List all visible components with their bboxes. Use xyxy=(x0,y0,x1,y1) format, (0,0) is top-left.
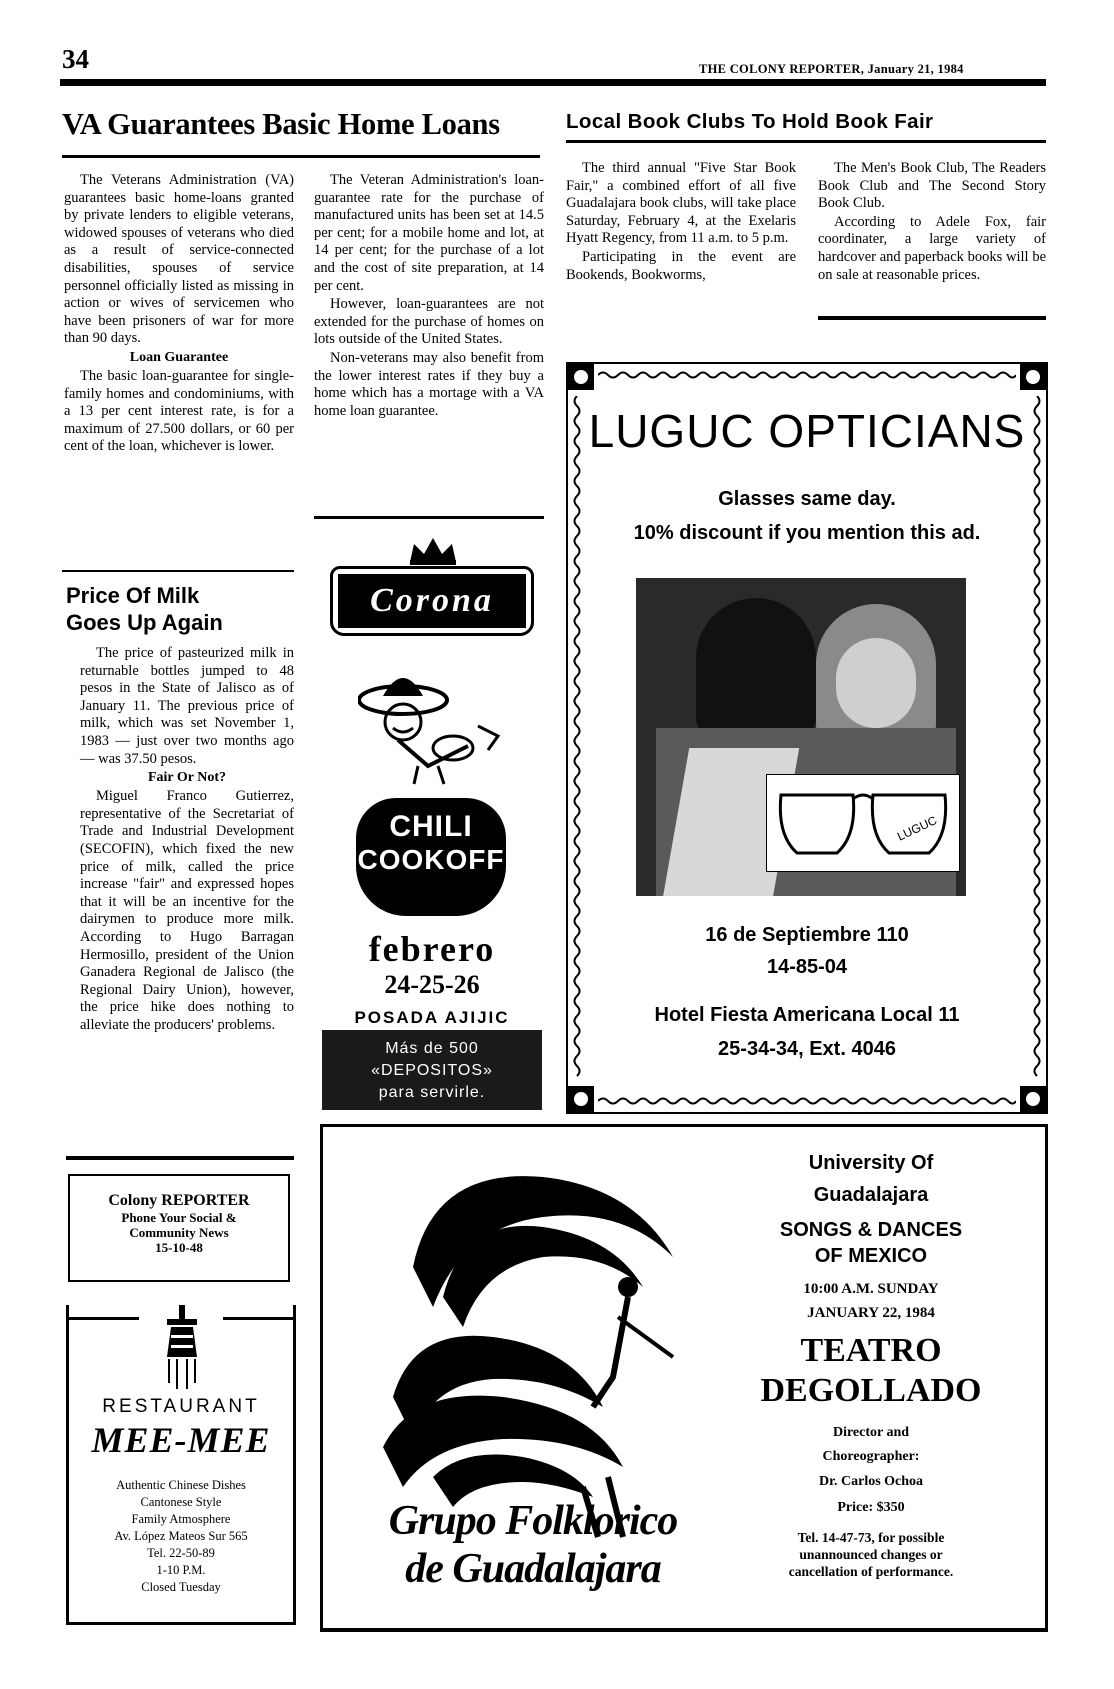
corona-promo-line: «DEPOSITOS» xyxy=(371,1062,493,1079)
mariachi-illustration xyxy=(358,666,508,786)
va-end-rule xyxy=(314,516,544,519)
restaurant-line: Authentic Chinese Dishes xyxy=(116,1478,246,1492)
photo-couple xyxy=(836,638,916,728)
university-line: University Of xyxy=(808,1152,934,1174)
milk-paragraph: Miguel Franco Gutierrez, representative of the Secretariat of Trade and Industrial Development (SECOFIN), which fixed the new price of milk, called the price increase "fair" and expressed hopes that it will be an incentive for the dairymen to produce more milk. According to Hugo Barragan Hermosillo, president of the Union Ganadera Regional de Jalisco (the Regional Dairy Union), however, the price hike does nothing to alleviate the producers' problems. xyxy=(80,788,294,1033)
book-headline-rule xyxy=(566,140,1046,143)
corona-brand: Corona xyxy=(338,574,526,628)
milk-subhead: Fair Or Not? xyxy=(147,770,227,786)
milk-headline-line: Goes Up Again xyxy=(66,610,223,635)
ticket-price: Price: $350 xyxy=(837,1500,905,1515)
wavy-border-bottom xyxy=(598,1096,1016,1106)
va-column-2 xyxy=(314,172,544,421)
luguc-phone-2: 25-34-34, Ext. 4046 xyxy=(718,1038,896,1060)
corona-venue: POSADA AJIJIC xyxy=(354,1008,510,1027)
credit-line: Director and xyxy=(832,1425,910,1440)
corona-ad xyxy=(318,536,546,1116)
dancer-illustration xyxy=(373,1147,703,1547)
show-time: 10:00 A.M. SUNDAY xyxy=(803,1281,939,1297)
va-headline: VA Guarantees Basic Home Loans xyxy=(62,107,500,141)
folklorico-ad xyxy=(320,1124,1048,1632)
milk-paragraph: The price of pasteurized milk in returnable bottles jumped to 48 pesos in the State of Jalisco as of January 11. The previous price of milk, which was set November 1, 1983 — just over two months ago — was 37.50 pesos. xyxy=(80,645,294,767)
book-column-2 xyxy=(818,160,1046,285)
restaurant-ad-top-rule xyxy=(69,1317,139,1320)
chili-pot xyxy=(356,798,506,916)
va-column-1 xyxy=(64,172,294,457)
book-column-1 xyxy=(566,160,796,285)
restaurant-label: RESTAURANT xyxy=(102,1396,260,1417)
va-paragraph: The basic loan-guarantee for single-family homes and condominiums, with a 13 per cent interest rate, is for a maximum of 27.500 dollars, or 60 per cent of the loan, whichever is lower. xyxy=(64,367,294,455)
show-date: JANUARY 22, 1984 xyxy=(807,1305,935,1321)
corona-promo-line: Más de 500 xyxy=(385,1040,479,1057)
glasses-icon xyxy=(767,775,959,871)
book-paragraph: The Men's Book Club, The Readers Book Club and The Second Story Book Club. xyxy=(818,160,1046,212)
book-headline: Local Book Clubs To Hold Book Fair xyxy=(566,110,934,133)
luguc-offer: 10% discount if you mention this ad. xyxy=(633,522,981,544)
restaurant-line: Cantonese Style xyxy=(140,1495,222,1509)
luguc-tagline: Glasses same day. xyxy=(718,488,896,510)
reporter-box xyxy=(68,1174,290,1282)
va-paragraph: However, loan-guarantees are not extended for the purchase of homes on lots outside of the United States. xyxy=(314,296,544,348)
restaurant-details xyxy=(69,1477,293,1596)
reporter-box-text: Phone Your Social & xyxy=(121,1210,237,1225)
folklorico-group xyxy=(343,1497,723,1593)
book-paragraph: The third annual "Five Star Book Fair," a combined effort of all five Guadalajara book clubs, will take place Saturday, February 4, at the Exelaris Hyatt Regency, from 11 a.m. to 5 p.m. xyxy=(566,160,796,247)
chili-label: CHILI xyxy=(389,810,473,843)
crown-icon xyxy=(406,536,460,566)
restaurant-ad-bottom-rule xyxy=(69,1622,293,1625)
contact-line: unannounced changes or xyxy=(799,1547,943,1562)
restaurant-line: 1-10 P.M. xyxy=(156,1563,206,1577)
show-title: OF MEXICO xyxy=(814,1245,928,1267)
folklorico-group-line: de Guadalajara xyxy=(405,1546,661,1592)
folklorico-info xyxy=(721,1147,1021,1580)
luguc-photo xyxy=(636,578,966,896)
folklorico-group-line: Grupo Folklorico xyxy=(388,1498,678,1544)
va-paragraph: The Veterans Administration (VA) guarantees basic home-loans granted by private lenders to eligible veterans, widowed spouses of veterans who died as a result of service-connected disabilities, spouses of service personnel officially listed as missing in action or wives of servicemen who have been prisoners of war for more than 90 days. xyxy=(64,172,294,347)
restaurant-name: MEE-MEE xyxy=(91,1420,271,1460)
restaurant-line: Family Atmosphere xyxy=(131,1512,231,1526)
milk-column xyxy=(80,645,294,1035)
contact-line: Tel. 14-47-73, for possible xyxy=(797,1530,945,1545)
corona-dates: 24-25-26 xyxy=(384,970,480,999)
ornament-corner-icon xyxy=(566,362,596,392)
corona-month: febrero xyxy=(368,929,496,969)
corona-promo-line: para servirle. xyxy=(378,1084,486,1101)
cookoff-label: COOKOFF xyxy=(357,844,505,875)
luguc-phone-1: 14-85-04 xyxy=(766,956,848,978)
ornament-corner-icon xyxy=(1018,1084,1048,1114)
show-title: SONGS & DANCES xyxy=(779,1219,963,1241)
milk-headline xyxy=(66,582,223,636)
ornament-corner-icon xyxy=(1018,362,1048,392)
va-paragraph: Non-veterans may also benefit from the lower interest rates if they buy a home which has a mortage with a VA home loan guarantee. xyxy=(314,349,544,419)
restaurant-line: Av. López Mateos Sur 565 xyxy=(114,1529,248,1543)
book-end-rule xyxy=(818,316,1046,320)
photo-couple xyxy=(696,598,816,738)
restaurant-line: Tel. 22-50-89 xyxy=(147,1546,215,1560)
page-number: 34 xyxy=(62,44,89,74)
luguc-name: LUGUC OPTICIANS xyxy=(588,405,1026,457)
va-headline-rule xyxy=(62,155,540,158)
contact-line: cancellation of performance. xyxy=(788,1564,954,1579)
venue-name: TEATRO xyxy=(800,1332,942,1369)
va-paragraph: The Veteran Administration's loan-guarantee rate for the purchase of manufactured units has been set at 14.5 per cent; for a mobile home and lot, at 14 per cent; for the purchase of a lot and the cost of site preparation, at 14 per cent. xyxy=(314,172,544,294)
milk-headline-line: Price Of Milk xyxy=(66,583,200,608)
reporter-box-phone: 15-10-48 xyxy=(155,1240,203,1255)
va-subhead: Loan Guarantee xyxy=(129,349,229,365)
restaurant-line: Closed Tuesday xyxy=(141,1580,221,1594)
glasses-brand: LUGUC xyxy=(894,813,939,844)
credit-name: Dr. Carlos Ochoa xyxy=(818,1474,924,1489)
corona-promo xyxy=(322,1030,542,1110)
publication-line: THE COLONY REPORTER, January 21, 1984 xyxy=(699,62,964,76)
restaurant-ad-top-rule xyxy=(223,1317,293,1320)
masthead-rule xyxy=(60,79,1046,86)
credit-line: Choreographer: xyxy=(822,1449,920,1464)
luguc-address-2: Hotel Fiesta Americana Local 11 xyxy=(654,1004,960,1026)
book-paragraph: According to Adele Fox, fair coordinater, a large variety of hardcover and paperback books will be on sale at reasonable prices. xyxy=(818,213,1046,283)
reporter-box-title: Colony REPORTER xyxy=(108,1192,250,1209)
book-paragraph: Participating in the event are Bookends, Bookworms, xyxy=(566,248,796,283)
venue-name: DEGOLLADO xyxy=(760,1372,982,1409)
restaurant-ad xyxy=(66,1305,296,1625)
corona-badge xyxy=(330,566,534,636)
milk-end-rule xyxy=(66,1156,294,1160)
ornament-corner-icon xyxy=(566,1084,596,1114)
university-line: Guadalajara xyxy=(813,1184,929,1206)
luguc-ad xyxy=(566,362,1048,1114)
luguc-address-1: 16 de Septiembre 110 xyxy=(705,924,909,946)
wavy-border-top xyxy=(598,370,1016,380)
va-col1-end-rule xyxy=(62,570,294,572)
glasses-inset xyxy=(766,774,960,872)
reporter-box-text: Community News xyxy=(129,1225,229,1240)
lantern-icon xyxy=(157,1305,207,1391)
